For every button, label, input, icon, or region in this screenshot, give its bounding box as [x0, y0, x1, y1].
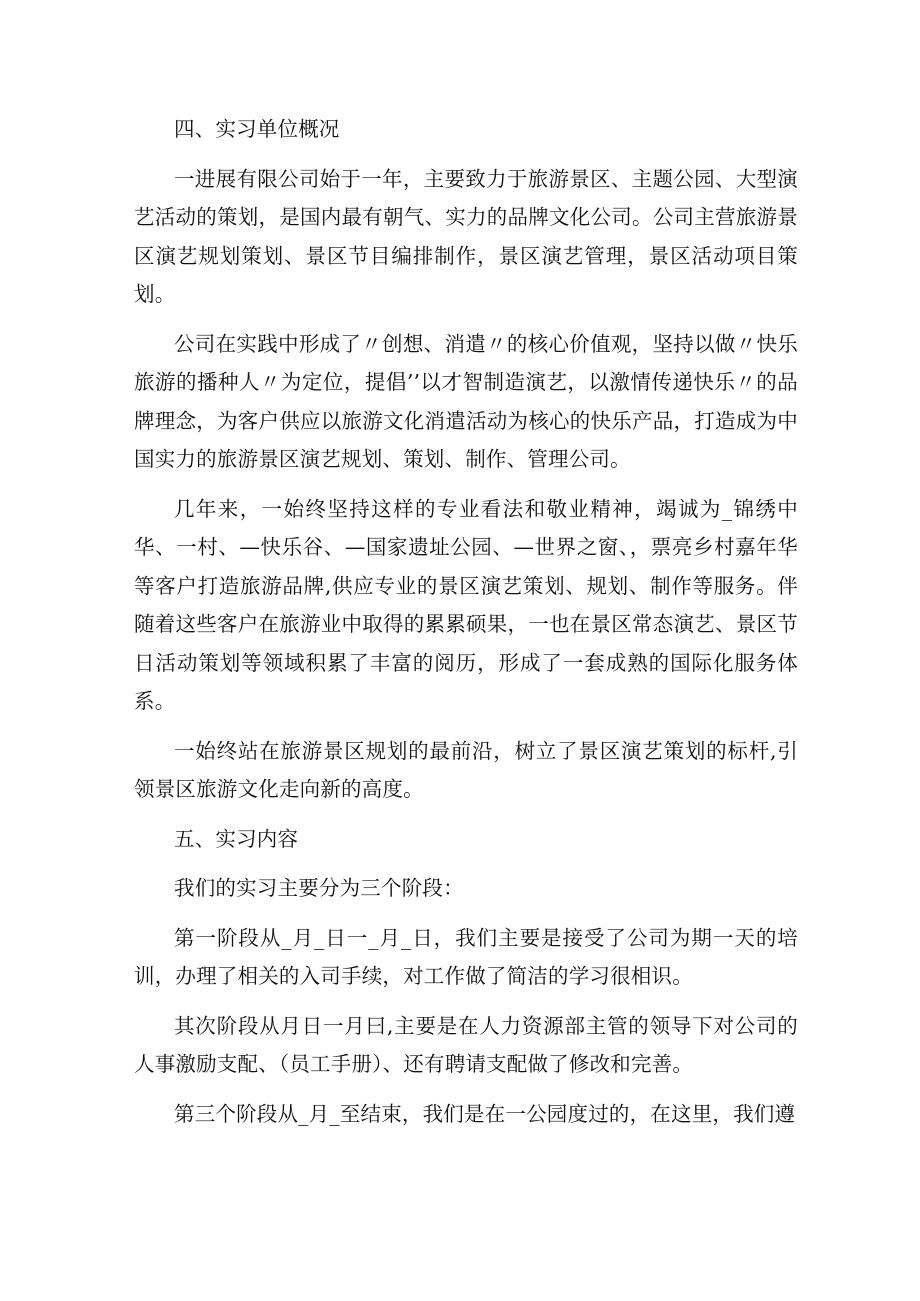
paragraph-company-leadership: 一始终站在旅游景区规划的最前沿，树立了景区演艺策划的标杆,引领景区旅游文化走向新的高度。: [134, 738, 798, 801]
document-body: [134, 110, 798, 1133]
paragraph-stage-three: 第三个阶段从_月_至结束，我们是在一公园度过的，在这里，我们遵: [174, 1101, 796, 1126]
paragraph-stage-one: 第一阶段从_月_日一_月_日，我们主要是接受了公司为期一天的培训，办理了相关的入司手续，对工作做了简洁的学习很相识。: [134, 925, 798, 988]
paragraph-company-clients: 几年来，一始终坚持这样的专业看法和敬业精神，竭诚为_锦绣中华、一村、—快乐谷、—国家遗址公园、—世界之窗、，票亮乡村嘉年华等客户打造旅游品牌,供应专业的景区演艺策划、规划、制作等服务。伴随着这些客户在旅游业中取得的累累硕果，一也在景区常态演艺、景区节日活动策划等领域积累了丰富的阅历，形成了一套成熟的国际化服务体系。: [134, 496, 798, 713]
section-heading-unit-overview: 四、实习单位概况: [174, 117, 340, 141]
section-heading-internship-content: 五、实习内容: [174, 826, 299, 851]
paragraph-company-values: 公司在实践中形成了〃创想、消遣〃的核心价值观，坚持以做〃快乐旅游的播种人〃为定位，提倡’’以才智制造演艺，以激情传递快乐〃的品牌理念，为客户供应以旅游文化消遣活动为核心的快乐产品，打造成为中国实力的旅游景区演艺规划、策划、制作、管理公司。: [134, 331, 798, 471]
paragraph-stage-two: 其次阶段从月日一月曰,主要是在人力资源部主管的领导下对公司的人事激励支配、（员工手册）、还有聘请支配做了修改和完善。: [134, 1013, 798, 1076]
paragraph-internship-stages: 我们的实习主要分为三个阶段：: [174, 876, 464, 900]
paragraph-company-intro: 一进展有限公司始于一年，主要致力于旅游景区、主题公园、大型演艺活动的策划，是国内最有朝气、实力的品牌文化公司。公司主营旅游景区演艺规划策划、景区节目编排制作，景区演艺管理，景区活动项目策划。: [134, 166, 798, 306]
